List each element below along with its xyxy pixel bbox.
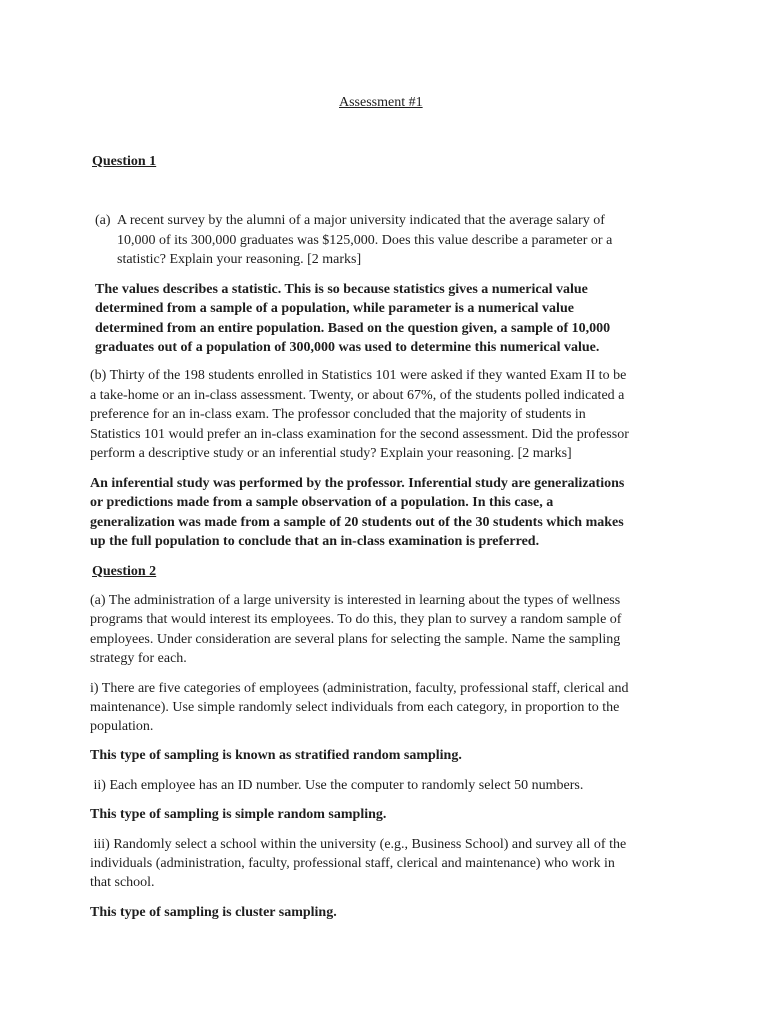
q1-b-answer-line-1: An inferential study was performed by the professor. Inferential study are generalizations — [90, 476, 625, 491]
q1-b-answer-line-3: generalization was made from a sample of 20 students out of the 30 students which makes — [90, 515, 624, 530]
q2-iii-question-line-2: individuals (administration, faculty, professional staff, clerical and maintenance) who work in — [90, 856, 615, 871]
q1-a-label: (a) — [95, 213, 111, 228]
q1-b-question-line-5: perform a descriptive study or an inferential study? Explain your reasoning. [2 marks] — [90, 446, 572, 461]
q1-a-question-line-2: 10,000 of its 300,000 graduates was $125,000. Does this value describe a parameter or a — [117, 233, 613, 248]
q2-a-intro-line-2: programs that would interest its employees. To do this, they plan to survey a random sample of — [90, 612, 622, 627]
q2-iii-question-line-1: iii) Randomly select a school within the university (e.g., Business School) and survey all of the — [90, 837, 627, 852]
q2-ii-answer: This type of sampling is simple random sampling. — [90, 807, 387, 822]
q2-a-intro-line-3: employees. Under consideration are several plans for selecting the sample. Name the sampling — [90, 632, 621, 647]
q2-a-intro-line-4: strategy for each. — [90, 651, 187, 666]
q1-a-answer-line-2: determined from a sample of a population, while parameter is a numerical value — [95, 301, 574, 316]
q2-i-question-line-1: i) There are five categories of employees (administration, faculty, professional staff, clerical and — [90, 681, 629, 696]
q1-b-answer-line-2: or predictions made from a sample observation of a population. In this case, a — [90, 495, 554, 510]
q2-iii-answer: This type of sampling is cluster sampling. — [90, 905, 337, 920]
q2-iii-question-line-3: that school. — [90, 875, 155, 890]
q2-a-intro-line-1: (a) The administration of a large university is interested in learning about the types of wellness — [90, 593, 621, 608]
q2-i-question-line-3: population. — [90, 719, 154, 734]
q1-b-question-line-4: Statistics 101 would prefer an in-class examination for the second assessment. Did the professor — [90, 427, 629, 442]
q1-a-question-line-1: A recent survey by the alumni of a major university indicated that the average salary of — [117, 213, 605, 228]
q1-b-question-line-1: (b) Thirty of the 198 students enrolled in Statistics 101 were asked if they wanted Exam II to be — [90, 368, 627, 383]
q1-b-question-line-2: a take-home or an in-class assessment. Twenty, or about 67%, of the students polled indicated a — [90, 388, 625, 403]
document-title: Assessment #1 — [339, 95, 423, 110]
q2-ii-question: ii) Each employee has an ID number. Use the computer to randomly select 50 numbers. — [90, 778, 584, 793]
q2-i-question-line-2: maintenance). Use simple randomly select individuals from each category, in proportion to the — [90, 700, 620, 715]
q2-i-answer: This type of sampling is known as stratified random sampling. — [90, 748, 462, 763]
q1-a-answer-line-4: graduates out of a population of 300,000 was used to determine this numerical value. — [95, 340, 600, 355]
q1-a-answer-line-3: determined from an entire population. Based on the question given, a sample of 10,000 — [95, 321, 611, 336]
q1-a-question-line-3: statistic? Explain your reasoning. [2 marks] — [117, 252, 362, 267]
question-1-heading: Question 1 — [92, 154, 157, 169]
q1-b-question-line-3: preference for an in-class exam. The professor concluded that the majority of students in — [90, 407, 586, 422]
question-2-heading: Question 2 — [92, 564, 157, 579]
q1-b-answer-line-4: up the full population to conclude that an in-class examination is preferred. — [90, 534, 540, 549]
q1-a-answer-line-1: The values describes a statistic. This is so because statistics gives a numerical value — [95, 282, 588, 297]
